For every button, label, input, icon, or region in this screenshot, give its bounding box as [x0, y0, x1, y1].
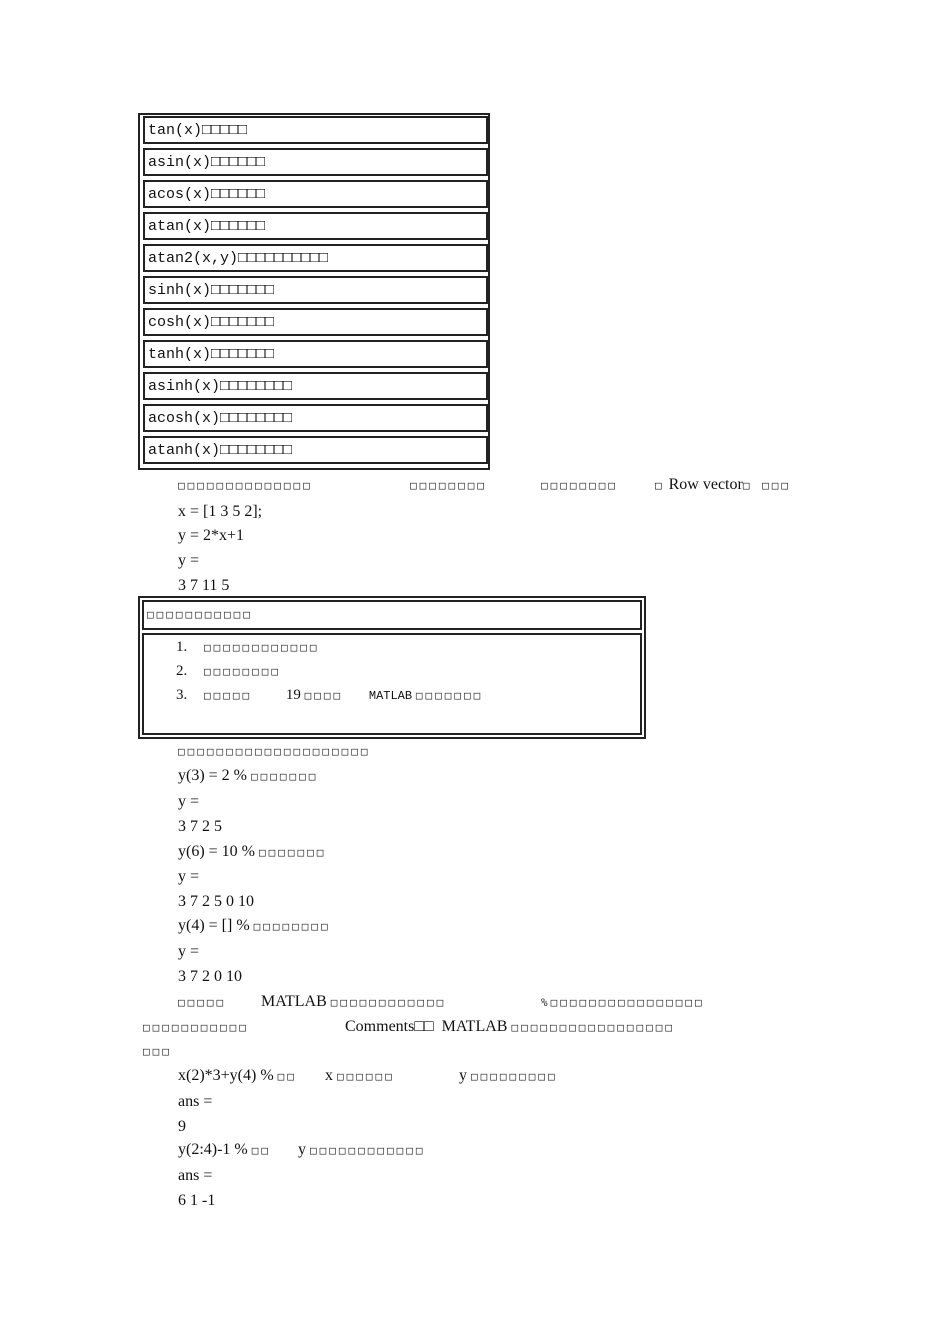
code-line-part: [459, 1066, 558, 1087]
para-text: □□□□□□□□□□□□□□□□□: [511, 1021, 676, 1034]
code-line: ans =: [178, 1167, 213, 1184]
intro-text-4a: □: [655, 479, 665, 492]
list-item: [176, 687, 483, 704]
code-text: y(3) = 2 %: [178, 767, 248, 784]
code-line: x = [1 3 5 2];: [178, 503, 263, 520]
intro-row-vector: Row vector: [668, 476, 743, 493]
code-line: 3 7 2 0 10: [178, 968, 242, 985]
intro-text-2: □□□□□□□□: [410, 479, 487, 492]
code-line: 6 1 -1: [178, 1192, 216, 1209]
code-line: [178, 842, 326, 863]
table-row: asinh(x)□□□□□□□□: [143, 372, 488, 400]
table-row: tanh(x)□□□□□□□: [143, 340, 488, 368]
list-number: 1.: [176, 639, 188, 655]
edit-intro: [178, 741, 370, 762]
code-line-part: [325, 1066, 395, 1087]
para-line-1b: [261, 992, 446, 1013]
code-line-part: [298, 1140, 425, 1161]
code-line: [178, 916, 331, 937]
list-text: □□□□: [304, 689, 344, 702]
code-text: y(6) = 10 %: [178, 843, 256, 860]
para-text: □□□□□: [178, 996, 227, 1009]
code-comment: □□□□□□□□□: [471, 1070, 558, 1083]
code-text: x(2)*3+y(4) %: [178, 1067, 274, 1084]
list-number-19: 19: [285, 687, 301, 703]
notice-heading: □□□□□□□□□□□: [142, 600, 642, 630]
para-line-1c: [541, 992, 705, 1013]
var-y: y: [459, 1067, 467, 1084]
para-line-1a: [178, 992, 226, 1013]
table-row: acosh(x)□□□□□□□□: [143, 404, 488, 432]
code-line: 3 7 11 5: [178, 577, 230, 594]
code-comment: □□□□□□: [337, 1070, 395, 1083]
list-number: 3.: [176, 687, 188, 703]
table-row: asin(x)□□□□□□: [143, 148, 488, 176]
intro-line-2: [410, 475, 487, 496]
matlab-label: MATLAB: [368, 689, 413, 703]
code-comment: □□□□□□□: [251, 770, 319, 783]
code-line: [178, 1066, 297, 1087]
notice-body: [142, 633, 642, 735]
table-row: tan(x)□□□□□: [143, 116, 488, 144]
list-text: □□□□□□□□: [204, 665, 281, 678]
code-comment: □□: [277, 1070, 297, 1083]
code-line: 9: [178, 1118, 186, 1135]
code-line: 3 7 2 5: [178, 818, 222, 835]
para-text: □□□: [143, 1045, 172, 1058]
code-comment: □□□□□□□: [259, 846, 327, 859]
edit-intro-text: □□□□□□□□□□□□□□□□□□□□: [178, 745, 371, 758]
table-row: acos(x)□□□□□□: [143, 180, 488, 208]
table-row: sinh(x)□□□□□□□: [143, 276, 488, 304]
code-line: y =: [178, 943, 200, 960]
para-line-3: [143, 1041, 172, 1062]
para-text: □□□□□□□□□□□: [143, 1021, 249, 1034]
code-line: y =: [178, 868, 200, 885]
function-table: [138, 113, 490, 470]
intro-line: [178, 475, 313, 496]
code-line: y = 2*x+1: [178, 527, 245, 544]
intro-line-3: [541, 475, 618, 496]
table-row: atan2(x,y)□□□□□□□□□□: [143, 244, 488, 272]
code-line: [178, 766, 318, 787]
matlab-word: MATLAB: [441, 1018, 508, 1035]
list-number: 2.: [176, 663, 188, 679]
var-x: x: [325, 1067, 333, 1084]
para-line-2a: [143, 1017, 249, 1038]
list-text: □□□□□: [204, 689, 253, 702]
code-line: 3 7 2 5 0 10: [178, 893, 254, 910]
list-item: [176, 663, 281, 680]
intro-text-1: □□□□□□□□□□□□□□: [178, 479, 313, 492]
list-text: □□□□□□□□□□□□: [204, 641, 320, 654]
table-row: atan(x)□□□□□□: [143, 212, 488, 240]
para-line-2b: [345, 1017, 675, 1038]
comments-word: Comments□□: [345, 1018, 434, 1035]
notice-box: [138, 596, 646, 739]
intro-line-4: [655, 475, 791, 496]
code-text: y(2:4)-1 %: [178, 1141, 248, 1158]
code-comment: □□: [251, 1144, 272, 1157]
intro-text-4b: □ □□□: [742, 479, 791, 492]
table-row: atanh(x)□□□□□□□□: [143, 436, 488, 464]
code-line: ans =: [178, 1093, 213, 1110]
code-line: y =: [178, 793, 200, 810]
list-item: [176, 639, 319, 656]
matlab-word: MATLAB: [261, 993, 327, 1010]
list-text: □□□□□□□: [415, 689, 484, 702]
intro-text-3: □□□□□□□□: [541, 479, 618, 492]
code-comment: □□□□□□□□□□□□: [310, 1144, 426, 1157]
table-row: cosh(x)□□□□□□□: [143, 308, 488, 336]
code-comment: □□□□□□□□: [253, 920, 331, 933]
var-y: y: [298, 1141, 306, 1158]
code-line: y =: [178, 552, 200, 569]
para-text: □□□□□□□□□□□□: [330, 996, 447, 1009]
code-text: y(4) = [] %: [178, 917, 250, 934]
code-line: [178, 1140, 271, 1161]
para-text: %□□□□□□□□□□□□□□□□: [541, 996, 705, 1009]
